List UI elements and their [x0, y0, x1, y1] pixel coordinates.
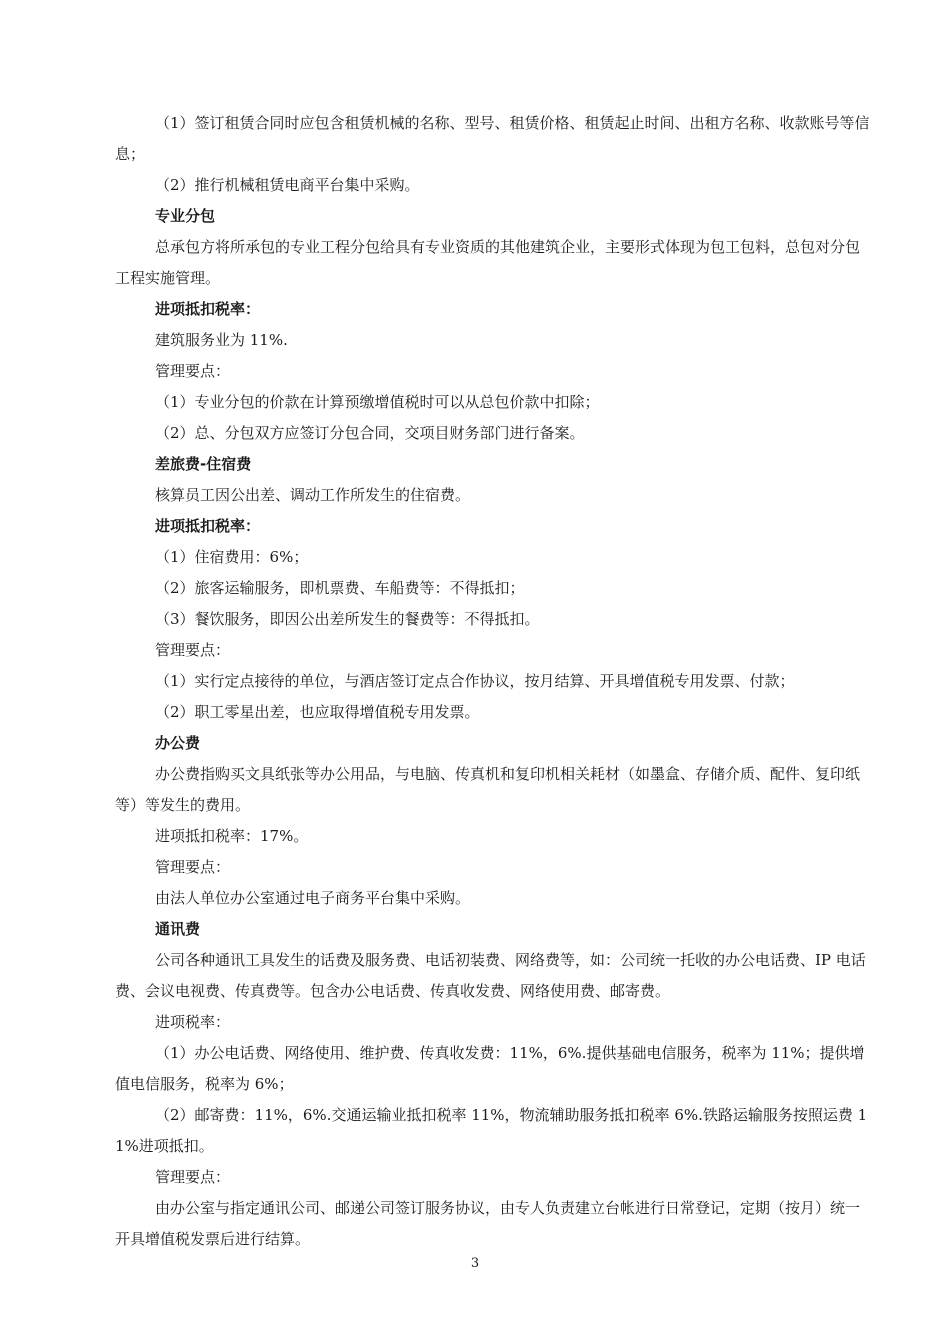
paragraph: 建筑服务业为 11%.: [155, 331, 288, 349]
section-heading: 通讯费: [155, 920, 201, 938]
paragraph: （2）旅客运输服务，即机票费、车船费等：不得抵扣；: [155, 579, 525, 597]
paragraph: （3）餐饮服务，即因公出差所发生的餐费等：不得抵扣。: [155, 610, 540, 628]
paragraph: 管理要点：: [155, 1168, 231, 1186]
paragraph: 管理要点：: [155, 641, 231, 659]
paragraph: 管理要点：: [155, 362, 231, 380]
section-heading: 办公费: [155, 734, 201, 752]
paragraph: （2）推行机械租赁电商平台集中采购。: [155, 176, 420, 194]
section-heading: 差旅费-住宿费: [155, 455, 252, 473]
paragraph: 进项抵扣税率：17%。: [155, 827, 309, 845]
paragraph: （1）办公电话费、网络使用、维护费、传真收发费：11%，6%.提供基础电信服务，税率为 11%；提供增值电信服务，税率为 6%；: [115, 1044, 865, 1093]
paragraph: （1）住宿费用：6%；: [155, 548, 309, 566]
paragraph: 总承包方将所承包的专业工程分包给具有专业资质的其他建筑企业，主要形式体现为包工包料，总包对分包工程实施管理。: [115, 238, 861, 287]
paragraph: （2）邮寄费：11%，6%.交通运输业抵扣税率 11%，物流辅助服务抵扣税率 6%.铁路运输服务按照运费 11%进项抵扣。: [115, 1106, 868, 1155]
document-body: [115, 108, 870, 1255]
section-heading: 专业分包: [155, 207, 216, 225]
paragraph: （2）总、分包双方应签订分包合同，交项目财务部门进行备案。: [155, 424, 585, 442]
paragraph: 公司各种通讯工具发生的话费及服务费、电话初装费、网络费等，如：公司统一托收的办公电话费、IP 电话费、会议电视费、传真费等。包含办公电话费、传真收发费、网络使用费、邮寄费。: [115, 951, 866, 1000]
paragraph: 办公费指购买文具纸张等办公用品，与电脑、传真机和复印机相关耗材（如墨盒、存储介质、配件、复印纸等）等发生的费用。: [115, 765, 861, 814]
paragraph: 核算员工因公出差、调动工作所发生的住宿费。: [155, 486, 471, 504]
paragraph: （1）专业分包的价款在计算预缴增值税时可以从总包价款中扣除；: [155, 393, 600, 411]
paragraph: 管理要点：: [155, 858, 231, 876]
paragraph: （1）签订租赁合同时应包含租赁机械的名称、型号、租赁价格、租赁起止时间、出租方名称、收款账号等信息；: [115, 114, 870, 163]
paragraph: 进项税率：: [155, 1013, 231, 1031]
paragraph: 由办公室与指定通讯公司、邮递公司签订服务协议，由专人负责建立台帐进行日常登记，定期（按月）统一开具增值税发票后进行结算。: [115, 1199, 861, 1248]
section-heading: 进项抵扣税率：: [155, 517, 261, 535]
section-heading: 进项抵扣税率：: [155, 300, 261, 318]
page-number: 3: [470, 1256, 480, 1271]
paragraph: （1）实行定点接待的单位，与酒店签订定点合作协议，按月结算、开具增值税专用发票、付款；: [155, 672, 795, 690]
paragraph: 由法人单位办公室通过电子商务平台集中采购。: [155, 889, 471, 907]
paragraph: （2）职工零星出差，也应取得增值税专用发票。: [155, 703, 480, 721]
